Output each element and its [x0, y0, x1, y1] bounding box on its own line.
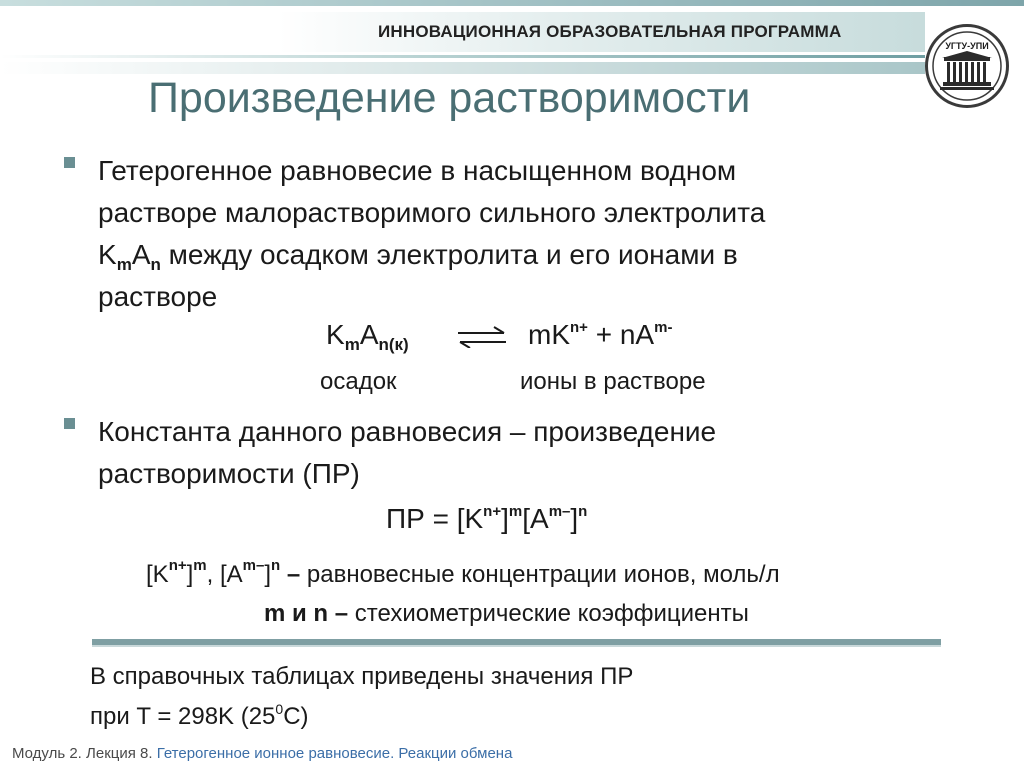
note-coefficients	[264, 597, 749, 631]
bullet1-line4: растворе	[98, 281, 218, 312]
bullet-marker	[64, 418, 75, 429]
university-logo	[925, 24, 1009, 108]
sp-A: [A	[522, 503, 549, 534]
eq-mK: mK	[528, 319, 570, 350]
bullet1-line2: растворе малорастворимого сильного электролита	[98, 197, 766, 228]
label-precipitate: осадок	[320, 368, 397, 395]
header-line-lower	[0, 62, 925, 74]
reference-line2	[90, 700, 309, 734]
header-top-bar	[0, 0, 1024, 6]
reference-unit: C)	[283, 703, 309, 730]
note-coefficients-text: стехиометрические коэффициенты	[348, 600, 749, 627]
label-ions: ионы в растворе	[520, 368, 706, 395]
logo-text: УГТУ-УПИ	[945, 41, 989, 51]
footer-topic: Гетерогенное ионное равновесие. Реакции обмена	[156, 745, 513, 762]
sp-m-minus: m–	[548, 503, 571, 520]
note-K: [K	[146, 561, 169, 588]
bullet1-line3-text: между осадком электролита и его ионами в	[160, 239, 738, 270]
solubility-product-formula	[386, 498, 587, 540]
bullet2-text	[98, 411, 716, 495]
slide-title: Произведение растворимости	[148, 74, 751, 122]
equation-solid	[326, 314, 409, 356]
equation-ions	[528, 314, 672, 356]
bullet1-text	[98, 150, 765, 318]
note-concentrations-text: равновесные концентрации ионов, моль/л	[300, 561, 780, 588]
eq-K: K	[326, 319, 345, 350]
bullet1-line1: Гетерогенное равновесие в насыщенном водном	[98, 155, 737, 186]
eq-n-phase: n(к)	[378, 335, 409, 354]
eq-m: m	[344, 335, 360, 354]
eq-n-plus: n+	[570, 319, 588, 336]
note-mn: m и n –	[264, 600, 349, 627]
sp-lhs: ПР = [K	[386, 503, 484, 534]
program-title: ИННОВАЦИОННАЯ ОБРАЗОВАТЕЛЬНАЯ ПРОГРАММА	[378, 22, 842, 41]
note-bracket: ]	[186, 561, 194, 588]
divider-shadow	[92, 645, 941, 647]
bullet2-line2: растворимости (ПР)	[98, 458, 360, 489]
sp-n-plus: n+	[483, 503, 502, 520]
formula-A: A	[131, 239, 151, 270]
reference-degree: 0	[275, 701, 284, 717]
formula-K: K	[98, 239, 117, 270]
sp-bracket2: ]	[570, 503, 579, 534]
reference-line1: В справочных таблицах приведены значения ПР	[90, 663, 634, 690]
note-n: n	[271, 557, 281, 574]
note-concentrations	[146, 558, 780, 592]
bullet-marker	[64, 157, 75, 168]
eq-nA: + nA	[587, 319, 655, 350]
sp-bracket: ]	[501, 503, 509, 534]
note-m: m	[193, 557, 207, 574]
footer-module: Модуль 2. Лекция 8.	[12, 745, 153, 762]
bullet1-line3	[98, 234, 765, 276]
sp-n: n	[578, 503, 588, 520]
note-bracket2: ]	[264, 561, 272, 588]
note-A: , [A	[206, 561, 243, 588]
eq-m-minus: m-	[654, 319, 673, 336]
header-line	[0, 55, 925, 58]
eq-A: A	[359, 319, 379, 350]
formula-m: m	[116, 255, 132, 274]
formula-n: n	[150, 255, 161, 274]
note-m-minus: m–	[242, 557, 265, 574]
note-n-plus: n+	[168, 557, 187, 574]
footer	[12, 745, 512, 762]
note-dash: –	[280, 561, 301, 588]
equilibrium-arrows-icon	[456, 326, 508, 348]
bullet2-line1: Константа данного равновесия – произведение	[98, 416, 717, 447]
sp-m: m	[508, 503, 523, 520]
reference-temp: при T = 298K (25	[90, 703, 276, 730]
